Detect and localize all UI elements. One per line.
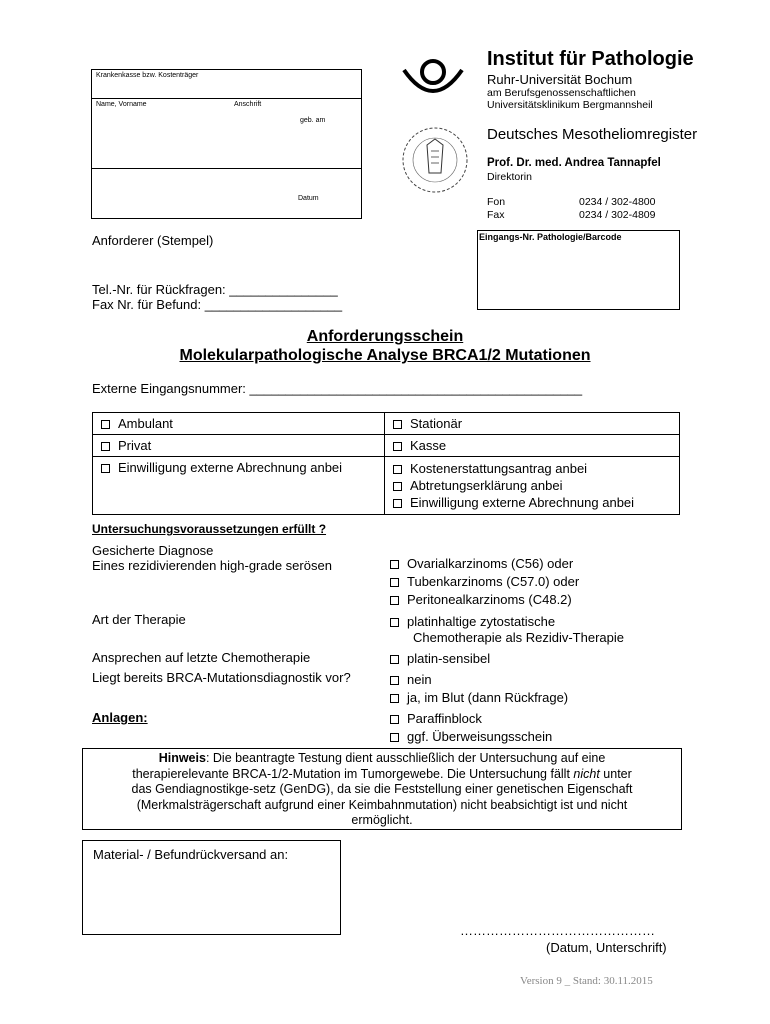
option-perit[interactable]: Peritonealkarzinoms (C48.2) bbox=[390, 592, 572, 607]
barcode-box bbox=[477, 230, 680, 310]
checkbox-icon[interactable] bbox=[393, 420, 402, 429]
fax-label: Fax bbox=[487, 209, 505, 221]
external-number: Externe Eingangsnummer: ______________________________________________ bbox=[92, 381, 583, 396]
option-einwilligung-left[interactable]: Einwilligung externe Abrechnung anbei bbox=[93, 457, 385, 515]
patient-box bbox=[91, 69, 362, 219]
billing-options-table bbox=[92, 412, 680, 515]
checkbox-icon[interactable] bbox=[393, 499, 402, 508]
checkbox-icon[interactable] bbox=[390, 694, 399, 703]
checkbox-icon[interactable] bbox=[101, 420, 110, 429]
option-stationaer[interactable]: Stationär bbox=[385, 413, 680, 435]
director-role: Direktorin bbox=[487, 171, 532, 183]
option-abtretung[interactable]: Abtretungserklärung anbei bbox=[393, 477, 671, 494]
option-ueberweisung[interactable]: ggf. Überweisungsschein bbox=[390, 729, 552, 744]
response-label: Ansprechen auf letzte Chemotherapie bbox=[92, 650, 311, 665]
checkbox-icon[interactable] bbox=[390, 733, 399, 742]
option-platin-line2: Chemotherapie als Rezidiv-Therapie bbox=[413, 630, 624, 645]
checkbox-icon[interactable] bbox=[390, 596, 399, 605]
barcode-label: Eingangs-Nr. Pathologie/Barcode bbox=[479, 232, 622, 242]
name-label: Name, Vorname bbox=[96, 101, 147, 108]
geb-label: geb. am bbox=[300, 117, 326, 124]
fax-number: 0234 / 302-4809 bbox=[579, 209, 656, 221]
brca-existing-label: Liegt bereits BRCA-Mutationsdiagnostik vor? bbox=[92, 670, 351, 685]
requester-label: Anforderer (Stempel) bbox=[92, 233, 214, 248]
checkbox-icon[interactable] bbox=[101, 464, 110, 473]
option-kasse[interactable]: Kasse bbox=[385, 435, 680, 457]
fon-number: 0234 / 302-4800 bbox=[579, 196, 656, 208]
diagnosis-label-2: Eines rezidivierenden high-grade serösen bbox=[92, 558, 332, 573]
option-sensibel[interactable]: platin-sensibel bbox=[390, 651, 490, 666]
option-ambulant[interactable]: Ambulant bbox=[93, 413, 385, 435]
option-kostenerstattung[interactable]: Kostenerstattungsantrag anbei bbox=[393, 460, 671, 477]
kasse-label: Krankenkasse bzw. Kostenträger bbox=[96, 72, 199, 79]
university-seal-icon bbox=[395, 125, 475, 195]
datum-label: Datum bbox=[298, 195, 319, 202]
checkbox-icon[interactable] bbox=[101, 442, 110, 451]
director-name: Prof. Dr. med. Andrea Tannapfel bbox=[487, 157, 661, 169]
form-title: Anforderungsschein bbox=[306, 328, 464, 345]
bg-logo-icon bbox=[400, 50, 466, 105]
anschrift-label: Anschrift bbox=[234, 101, 262, 108]
option-privat[interactable]: Privat bbox=[93, 435, 385, 457]
material-box[interactable] bbox=[82, 840, 341, 935]
attachments-label: Anlagen: bbox=[92, 710, 148, 725]
checkbox-icon[interactable] bbox=[390, 655, 399, 664]
therapy-label: Art der Therapie bbox=[92, 612, 186, 627]
checkbox-icon[interactable] bbox=[393, 442, 402, 451]
checkbox-icon[interactable] bbox=[390, 578, 399, 587]
checkbox-icon[interactable] bbox=[393, 465, 402, 474]
version-footer: Version 9 _ Stand: 30.11.2015 bbox=[520, 975, 653, 987]
register-name: Deutsches Mesotheliomregister bbox=[487, 126, 698, 143]
fon-label: Fon bbox=[487, 196, 506, 208]
diagnosis-label-1: Gesicherte Diagnose bbox=[92, 543, 214, 558]
notice-box: Hinweis: Die beantragte Testung dient ausschließlich der Untersuchung auf eine therapierelevante BRCA-1/2-Mutation im Tumorgewebe. Die Untersuchung fällt nicht unter das Gendiagnostikge-setz (GenDG), da sie die Feststellung einer genetischen Eigenschaft (Merkmalsträgerschaft aufgrund einer Keimbahnmutation) nicht beabsichtigt ist und nicht ermöglicht. bbox=[82, 748, 682, 830]
checkbox-icon[interactable] bbox=[390, 715, 399, 724]
signature-line: ……………………………………… bbox=[460, 923, 655, 938]
requester-tel: Tel.-Nr. für Rückfragen: _______________ bbox=[92, 282, 338, 297]
checkbox-icon[interactable] bbox=[390, 560, 399, 569]
form-subtitle: Molekularpathologische Analyse BRCA1/2 Mutationen bbox=[179, 347, 591, 364]
checkbox-icon[interactable] bbox=[390, 676, 399, 685]
option-tuben[interactable]: Tubenkarzinoms (C57.0) oder bbox=[390, 574, 579, 589]
criteria-heading: Untersuchungsvoraussetzungen erfüllt ? bbox=[92, 522, 327, 536]
option-ovar[interactable]: Ovarialkarzinoms (C56) oder bbox=[390, 556, 573, 571]
requester-fax: Fax Nr. für Befund: ___________________ bbox=[92, 297, 343, 312]
checkbox-icon[interactable] bbox=[393, 482, 402, 491]
institute-title: Institut für Pathologie bbox=[487, 48, 694, 70]
option-nein[interactable]: nein bbox=[390, 672, 432, 687]
institute-line2: Universitätsklinikum Bergmannsheil bbox=[487, 99, 653, 111]
option-platin[interactable]: platinhaltige zytostatische bbox=[390, 614, 555, 629]
university-name: Ruhr-Universität Bochum bbox=[487, 72, 633, 87]
material-label: Material- / Befundrückversand an: bbox=[93, 847, 289, 862]
institute-line1: am Berufsgenossenschaftlichen bbox=[487, 87, 636, 99]
option-ja[interactable]: ja, im Blut (dann Rückfrage) bbox=[390, 690, 568, 705]
signature-label: (Datum, Unterschrift) bbox=[546, 940, 667, 955]
checkbox-icon[interactable] bbox=[390, 618, 399, 627]
option-paraffin[interactable]: Paraffinblock bbox=[390, 711, 482, 726]
option-einwilligung-right[interactable]: Einwilligung externe Abrechnung anbei bbox=[393, 494, 671, 511]
